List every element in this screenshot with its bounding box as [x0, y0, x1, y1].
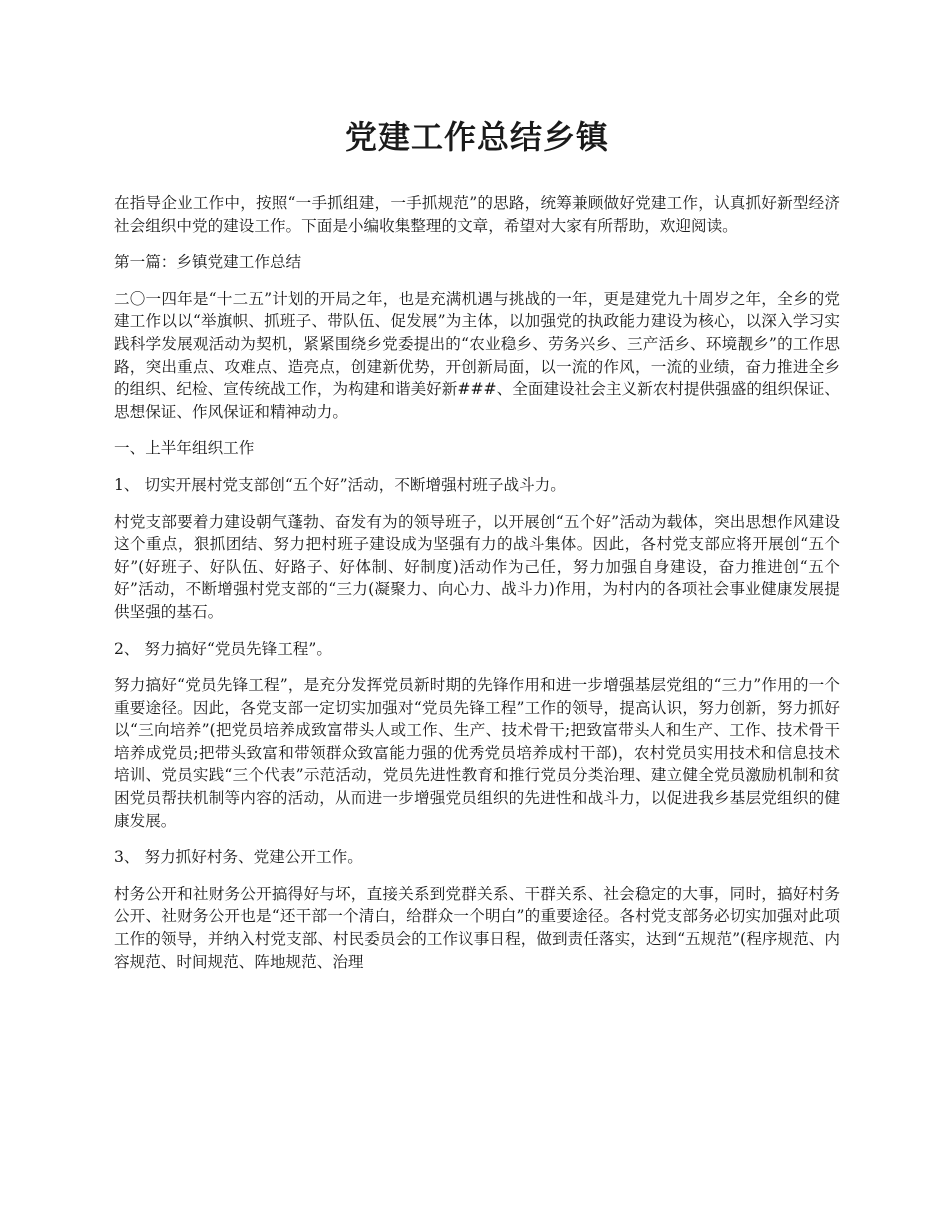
subsection-heading: 3、 努力抓好村务、党建公开工作。: [114, 848, 363, 867]
section-heading: 一、上半年组织工作: [114, 439, 255, 458]
subsection-heading: 1、 切实开展村党支部创“五个好”活动，不断增强村班子战斗力。: [114, 475, 566, 494]
subsection-heading: 2、 努力搞好“党员先锋工程”。: [114, 639, 332, 658]
body-paragraph: 二〇一四年是“十二五”计划的开局之年，也是充满机遇与挑战的一年，更是建党九十周岁之年，全乡的党建工作以以“举旗帜、抓班子、带队伍、促发展”为主体，以加强党的执政能力建设为核心，以深入学习实践科学发展观活动为契机，紧紧围绕乡党委提出的“农业稳乡、劳务兴乡、三产活乡、环境靓乡”的工作思路，突出重点、攻难点、造亮点，创建新优势，开创新局面，以一流的作风，一流的业绩，奋力推进全乡的组织、纪检、宣传统战工作，为构建和谐美好新###、全面建设社会主义新农村提供强盛的组织保证、思想保证、作风保证和精神动力。: [114, 289, 840, 421]
section-heading: 第一篇：乡镇党建工作总结: [114, 253, 302, 272]
body-paragraph: 村务公开和社财务公开搞得好与坏，直接关系到党群关系、干群关系、社会稳定的大事，同时，搞好村务公开、社财务公开也是“还干部一个清白，给群众一个明白”的重要途径。各村党支部务必切实加强对此项工作的领导，并纳入村党支部、村民委员会的工作议事日程，做到责任落实，达到“五规范”(程序规范、内容规范、时间规范、阵地规范、治理: [114, 884, 840, 971]
body-paragraph: 努力搞好“党员先锋工程”，是充分发挥党员新时期的先锋作用和进一步增强基层党组的“三力”作用的一个重要途径。因此，各党支部一定切实加强对“党员先锋工程”工作的领导，提高认识，努力创新，努力抓好以“三向培养”(把党员培养成致富带头人或工作、生产、技术骨干;把致富带头人和生产、工作、技术骨干培养成党员;把带头致富和带领群众致富能力强的优秀党员培养成村干部)，农村党员实用技术和信息技术培训、党员实践“三个代表”示范活动，党员先进性教育和推行党员分类治理、建立健全党员激励机制和贫困党员帮扶机制等内容的活动，从而进一步增强党员组织的先进性和战斗力，以促进我乡基层党组织的健康发展。: [114, 676, 840, 830]
intro-paragraph: 在指导企业工作中，按照“一手抓组建，一手抓规范”的思路，统筹兼顾做好党建工作，认真抓好新型经济社会组织中党的建设工作。下面是小编收集整理的文章，希望对大家有所帮助，欢迎阅读。: [114, 194, 840, 235]
document-title: 党建工作总结乡镇: [344, 118, 609, 156]
body-paragraph: 村党支部要着力建设朝气蓬勃、奋发有为的领导班子，以开展创“五个好”活动为载体，突出思想作风建设这个重点，狠抓团结、努力把村班子建设成为坚强有力的战斗集体。因此，各村党支部应将开展创“五个好”(好班子、好队伍、好路子、好体制、好制度)活动作为己任，努力加强自身建设，奋力推进创“五个好”活动，不断增强村党支部的“三力(凝聚力、向心力、战斗力)作用，为村内的各项社会事业健康发展提供坚强的基石。: [114, 512, 840, 621]
